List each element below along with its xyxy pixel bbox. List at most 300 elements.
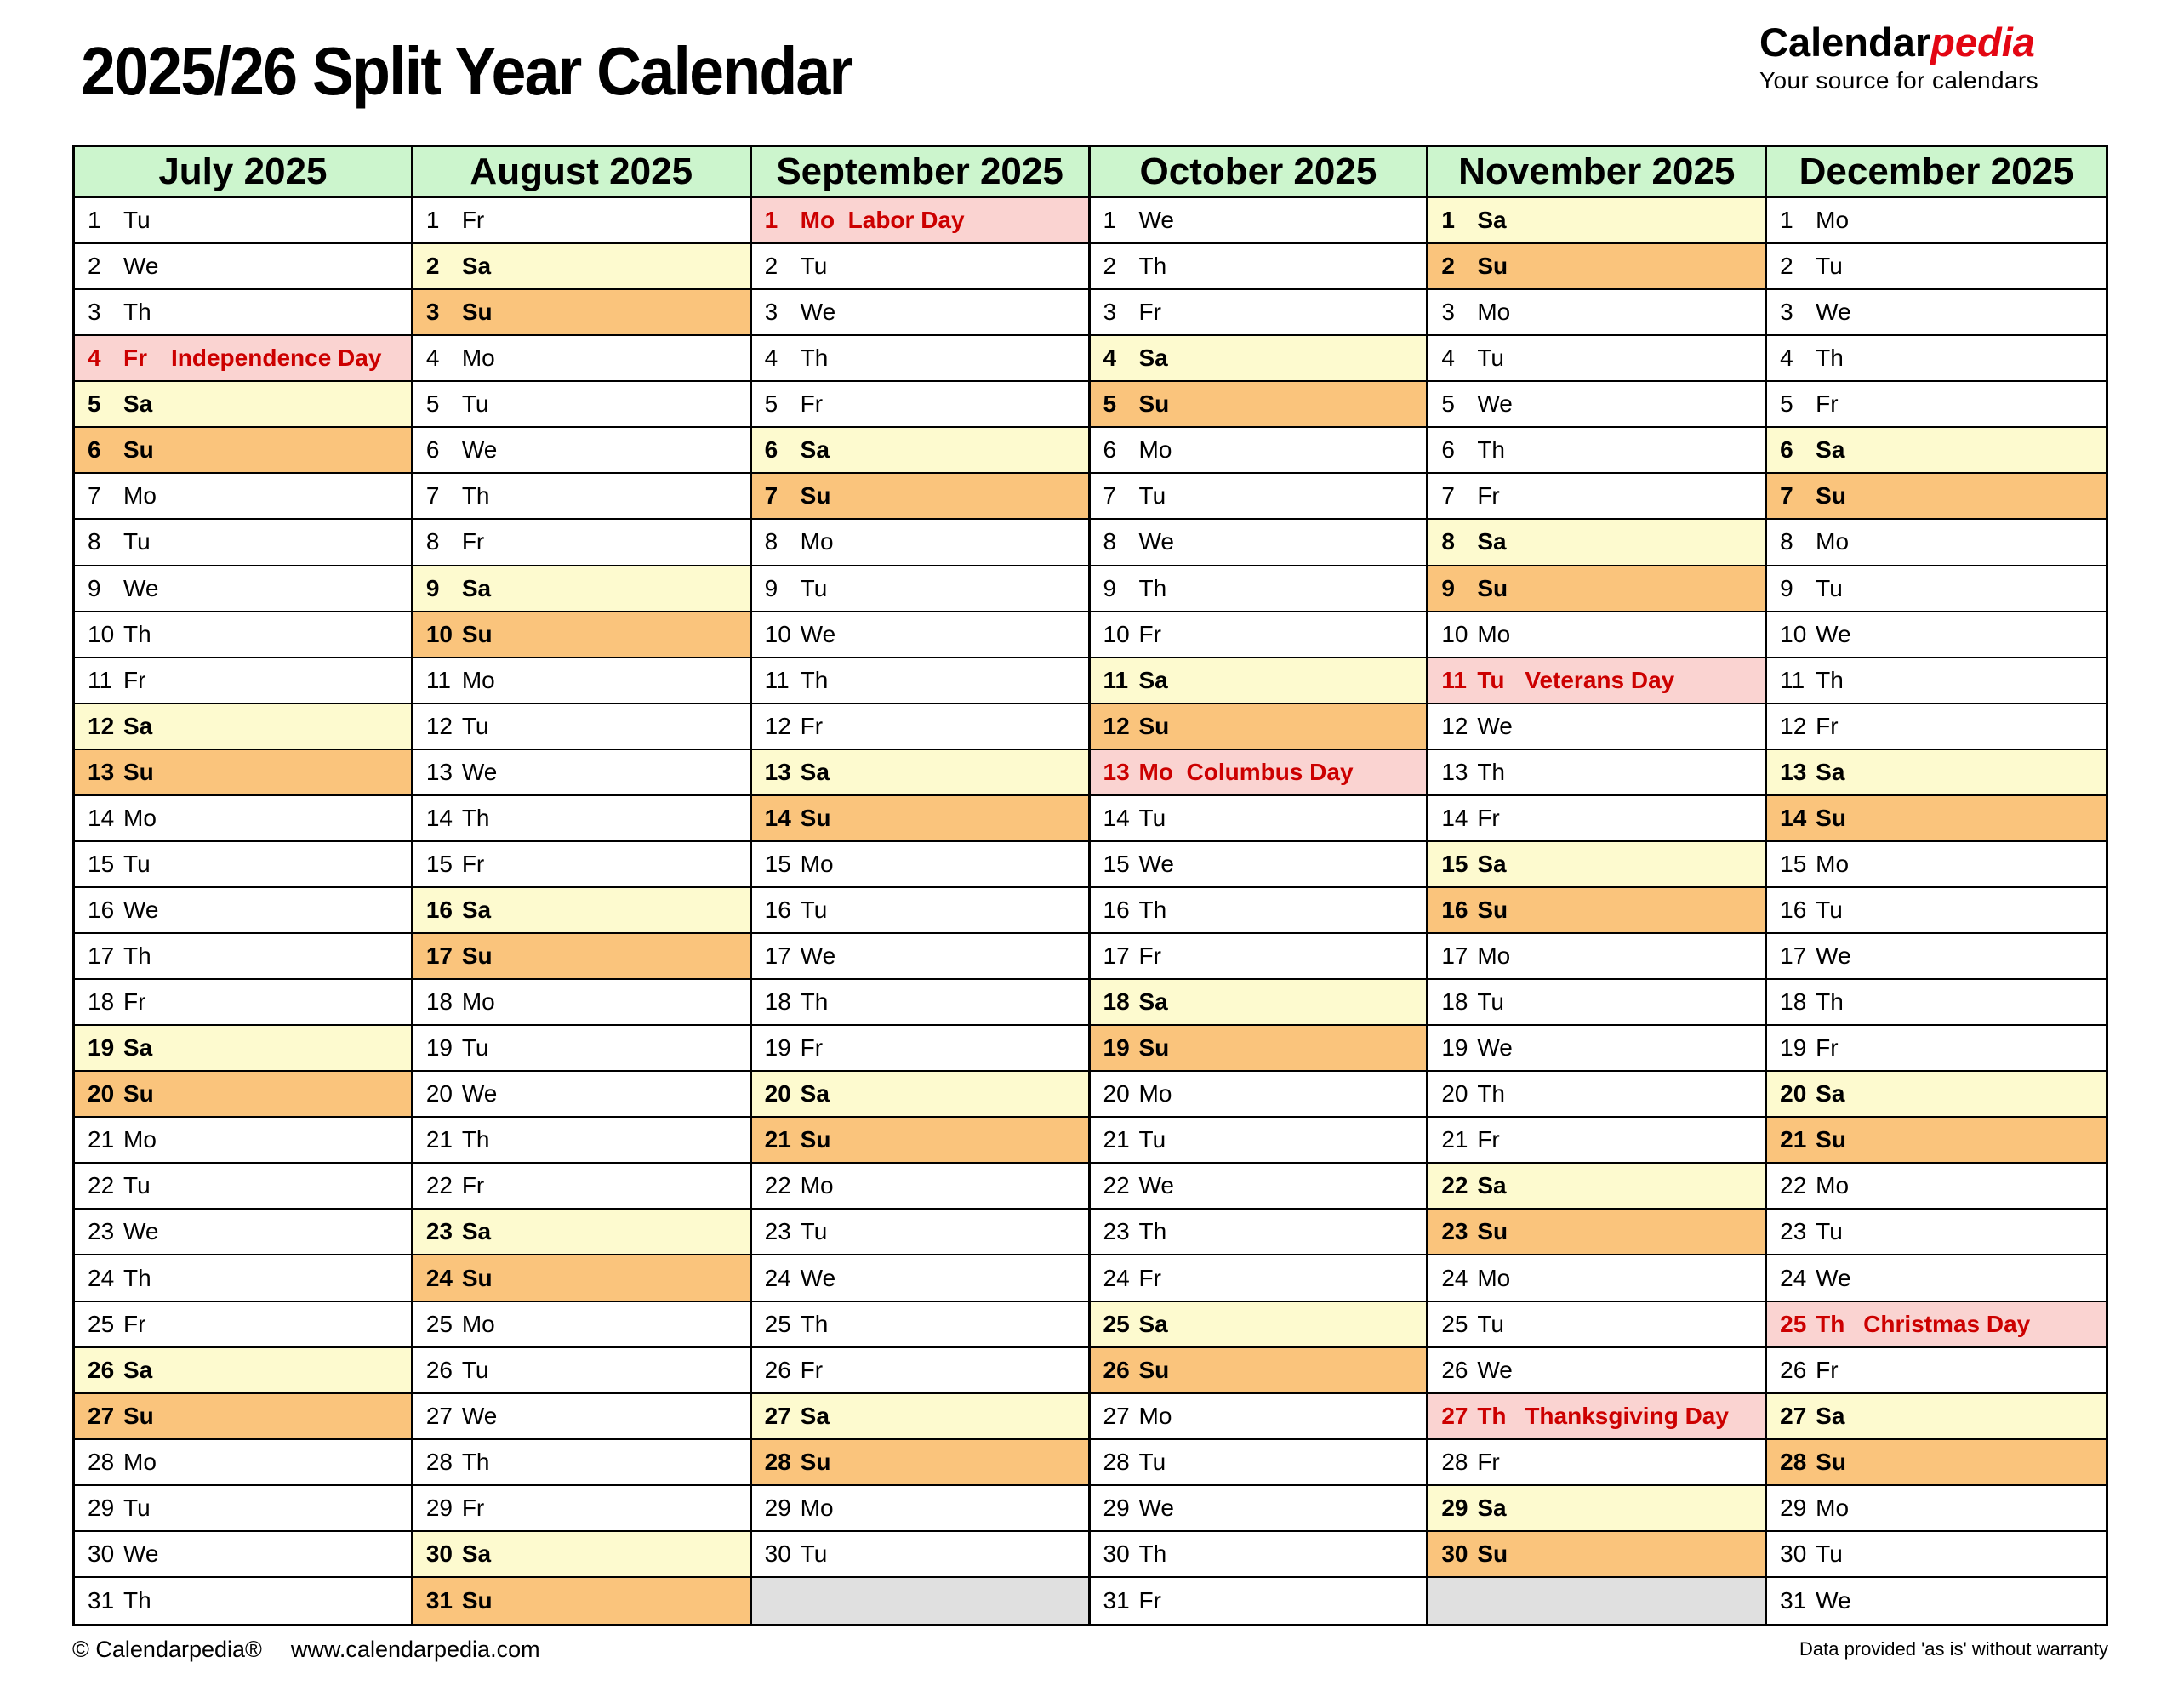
day-cell-november-2025-12 — [1428, 704, 1765, 750]
footer-copyright: © Calendarpedia® — [72, 1637, 262, 1662]
day-weekday: We — [1477, 390, 1513, 418]
day-cell-october-2025-20 — [1091, 1072, 1427, 1118]
month-header-october-2025: October 2025 — [1091, 147, 1427, 198]
day-weekday: Th — [800, 344, 829, 372]
day-number: 7 — [764, 482, 778, 510]
day-weekday: We — [1477, 1356, 1513, 1383]
day-number: 12 — [1780, 712, 1807, 739]
day-cell-december-2025-12 — [1767, 704, 2106, 750]
day-weekday: Su — [800, 804, 831, 831]
month-header-november-2025: November 2025 — [1428, 147, 1765, 198]
day-weekday: Sa — [123, 1356, 153, 1383]
day-number: 31 — [88, 1586, 115, 1614]
day-weekday: Tu — [1477, 344, 1504, 372]
day-cell-september-2025-4 — [752, 336, 1088, 382]
day-cell-july-2025-9 — [75, 566, 411, 612]
day-number: 19 — [1780, 1034, 1807, 1062]
day-cell-december-2025-1 — [1767, 198, 2106, 244]
day-weekday: Fr — [800, 1034, 824, 1062]
day-cell-november-2025-24 — [1428, 1255, 1765, 1301]
day-cell-december-2025-20 — [1767, 1072, 2106, 1118]
day-weekday: Sa — [1477, 1172, 1507, 1199]
day-weekday: Mo — [800, 850, 834, 877]
day-cell-august-2025-26 — [413, 1348, 750, 1394]
day-number: 13 — [1441, 758, 1468, 785]
day-number: 6 — [1780, 436, 1793, 464]
day-cell-december-2025-17 — [1767, 934, 2106, 980]
day-cell-september-2025-22 — [752, 1164, 1088, 1210]
day-number: 23 — [1780, 1218, 1807, 1245]
day-number: 16 — [764, 896, 791, 923]
day-cell-november-2025-7 — [1428, 474, 1765, 520]
day-weekday: Th — [123, 1264, 151, 1291]
day-number: 15 — [764, 850, 791, 877]
day-number: 7 — [425, 482, 440, 510]
day-weekday: Th — [1816, 1310, 1845, 1337]
day-weekday: Th — [1138, 253, 1167, 280]
day-cell-september-2025-10 — [752, 612, 1088, 658]
day-cell-august-2025-7 — [413, 474, 750, 520]
day-cell-september-2025-21 — [752, 1118, 1088, 1164]
day-cell-november-2025-30 — [1428, 1532, 1765, 1578]
day-cell-november-2025-20 — [1428, 1072, 1765, 1118]
day-number: 3 — [88, 299, 101, 326]
day-cell-december-2025-16 — [1767, 888, 2106, 934]
day-number: 21 — [425, 1126, 453, 1153]
day-cell-november-2025-9 — [1428, 566, 1765, 612]
day-cell-november-2025-28 — [1428, 1440, 1765, 1486]
day-cell-august-2025-11 — [413, 658, 750, 704]
day-weekday: Fr — [1138, 942, 1161, 970]
day-number: 3 — [1441, 299, 1455, 326]
day-weekday: Mo — [461, 988, 495, 1016]
day-cell-august-2025-24 — [413, 1255, 750, 1301]
day-cell-september-2025-27 — [752, 1394, 1088, 1440]
day-number: 9 — [764, 574, 778, 601]
day-number: 30 — [425, 1540, 453, 1567]
day-weekday: Fr — [123, 344, 147, 372]
day-weekday: Mo — [800, 1494, 834, 1521]
day-number: 17 — [1441, 942, 1468, 970]
day-cell-december-2025-19 — [1767, 1026, 2106, 1072]
day-number: 8 — [1441, 528, 1455, 555]
day-number: 3 — [1780, 299, 1793, 326]
day-weekday: Su — [461, 942, 493, 970]
day-weekday: Tu — [123, 207, 151, 234]
day-number: 7 — [1780, 482, 1793, 510]
day-weekday: Th — [123, 1586, 151, 1614]
day-number: 13 — [1103, 758, 1130, 785]
day-cell-september-2025-17 — [752, 934, 1088, 980]
day-number: 6 — [1103, 436, 1117, 464]
day-number: 21 — [764, 1126, 791, 1153]
day-weekday: Mo — [123, 1448, 157, 1475]
day-cell-august-2025-22 — [413, 1164, 750, 1210]
day-number: 26 — [88, 1356, 115, 1383]
day-weekday: Su — [1477, 1218, 1508, 1245]
day-weekday: Fr — [1477, 1448, 1500, 1475]
day-number: 14 — [425, 804, 453, 831]
day-number: 11 — [764, 666, 790, 693]
day-cell-july-2025-13 — [75, 750, 411, 796]
day-number: 29 — [425, 1494, 453, 1521]
day-weekday: Sa — [1138, 344, 1168, 372]
day-cell-september-2025-29 — [752, 1486, 1088, 1532]
day-number: 19 — [88, 1034, 115, 1062]
day-weekday: Th — [1138, 574, 1167, 601]
day-cell-october-2025-23 — [1091, 1210, 1427, 1255]
day-weekday: Su — [461, 620, 493, 647]
day-cell-october-2025-29 — [1091, 1486, 1427, 1532]
holiday-label: Thanksgiving Day — [1525, 1402, 1729, 1429]
day-weekday: Su — [1477, 1540, 1508, 1567]
day-weekday: We — [123, 896, 159, 923]
day-weekday: Mo — [800, 207, 835, 234]
day-weekday: We — [800, 942, 836, 970]
day-weekday: Tu — [1816, 253, 1843, 280]
day-number: 19 — [1103, 1034, 1130, 1062]
day-cell-august-2025-4 — [413, 336, 750, 382]
day-cell-july-2025-29 — [75, 1486, 411, 1532]
day-weekday: Su — [123, 758, 154, 785]
day-number: 4 — [1441, 344, 1455, 372]
day-cell-august-2025-29 — [413, 1486, 750, 1532]
day-cell-july-2025-18 — [75, 980, 411, 1026]
day-weekday: Mo — [1477, 620, 1511, 647]
day-weekday: Sa — [1477, 850, 1507, 877]
day-weekday: Fr — [800, 712, 824, 739]
day-cell-november-2025-5 — [1428, 382, 1765, 428]
day-cell-november-2025-22 — [1428, 1164, 1765, 1210]
day-weekday: We — [461, 758, 498, 785]
day-weekday: Su — [800, 482, 831, 510]
day-weekday: Su — [1816, 1126, 1846, 1153]
day-number: 26 — [425, 1356, 453, 1383]
day-cell-december-2025-25 — [1767, 1302, 2106, 1348]
day-number: 30 — [88, 1540, 115, 1567]
day-cell-july-2025-30 — [75, 1532, 411, 1578]
day-weekday: Th — [1477, 1402, 1507, 1429]
day-cell-august-2025-16 — [413, 888, 750, 934]
day-number: 8 — [425, 528, 440, 555]
day-weekday: Su — [1138, 712, 1170, 739]
day-number: 5 — [88, 390, 101, 418]
day-cell-september-2025-28 — [752, 1440, 1088, 1486]
day-weekday: Mo — [800, 528, 834, 555]
day-number: 6 — [1441, 436, 1455, 464]
day-number: 30 — [1103, 1540, 1130, 1567]
day-cell-december-2025-21 — [1767, 1118, 2106, 1164]
day-weekday: Mo — [1477, 1264, 1511, 1291]
day-number: 24 — [1441, 1264, 1468, 1291]
day-weekday: We — [1816, 1264, 1851, 1291]
day-number: 15 — [1441, 850, 1468, 877]
day-cell-november-2025-25 — [1428, 1302, 1765, 1348]
day-weekday: Mo — [123, 1126, 157, 1153]
day-number: 4 — [764, 344, 778, 372]
day-number: 18 — [764, 988, 791, 1016]
day-weekday: Su — [123, 436, 154, 464]
holiday-label: Labor Day — [847, 207, 965, 234]
day-weekday: Sa — [461, 574, 492, 601]
day-number: 10 — [1103, 620, 1130, 647]
day-number: 28 — [88, 1448, 115, 1475]
day-number: 24 — [88, 1264, 115, 1291]
day-cell-december-2025-6 — [1767, 428, 2106, 474]
day-number: 17 — [1103, 942, 1130, 970]
day-number: 15 — [88, 850, 115, 877]
day-number: 12 — [425, 712, 453, 739]
day-weekday: Mo — [1816, 1494, 1850, 1521]
day-number: 20 — [1103, 1080, 1130, 1107]
day-cell-november-2025-26 — [1428, 1348, 1765, 1394]
day-number: 2 — [1780, 253, 1793, 280]
day-cell-august-2025-1 — [413, 198, 750, 244]
day-number: 10 — [425, 620, 453, 647]
holiday-label: Christmas Day — [1863, 1310, 2031, 1337]
day-cell-july-2025-12 — [75, 704, 411, 750]
day-cell-october-2025-19 — [1091, 1026, 1427, 1072]
day-weekday: Mo — [1477, 942, 1511, 970]
day-weekday: Sa — [461, 1540, 492, 1567]
day-cell-september-2025-16 — [752, 888, 1088, 934]
day-cell-august-2025-10 — [413, 612, 750, 658]
day-number: 9 — [88, 574, 101, 601]
day-cell-december-2025-11 — [1767, 658, 2106, 704]
month-column-november-2025 — [1428, 147, 1767, 1624]
day-cell-september-2025-2 — [752, 244, 1088, 290]
day-number: 26 — [1441, 1356, 1468, 1383]
day-weekday: Tu — [1816, 1218, 1843, 1245]
month-column-september-2025 — [752, 147, 1091, 1624]
day-cell-october-2025-21 — [1091, 1118, 1427, 1164]
day-weekday: Sa — [1816, 758, 1845, 785]
day-number: 20 — [88, 1080, 115, 1107]
day-cell-december-2025-5 — [1767, 382, 2106, 428]
day-cell-august-2025-20 — [413, 1072, 750, 1118]
day-number: 2 — [1103, 253, 1117, 280]
day-cell-september-2025-23 — [752, 1210, 1088, 1255]
day-number: 8 — [764, 528, 778, 555]
logo-wordmark — [1759, 19, 2108, 65]
day-number: 13 — [764, 758, 791, 785]
day-cell-december-2025-2 — [1767, 244, 2106, 290]
day-number: 20 — [1441, 1080, 1468, 1107]
day-weekday: Su — [1477, 896, 1508, 923]
day-number: 6 — [425, 436, 440, 464]
day-number: 9 — [1103, 574, 1117, 601]
day-number: 11 — [88, 666, 113, 693]
day-weekday: Mo — [1816, 850, 1850, 877]
day-number: 9 — [1441, 574, 1455, 601]
day-weekday: Mo — [1816, 207, 1850, 234]
day-number: 6 — [88, 436, 101, 464]
day-weekday: Fr — [1477, 482, 1500, 510]
day-weekday: Th — [800, 1310, 829, 1337]
month-column-october-2025 — [1091, 147, 1429, 1624]
day-cell-july-2025-1 — [75, 198, 411, 244]
day-number: 20 — [1780, 1080, 1807, 1107]
day-cell-september-2025-6 — [752, 428, 1088, 474]
day-number: 8 — [1780, 528, 1793, 555]
day-number: 25 — [425, 1310, 453, 1337]
day-number: 28 — [425, 1448, 453, 1475]
day-weekday: Th — [1477, 436, 1506, 464]
day-weekday: Th — [1138, 896, 1167, 923]
day-cell-july-2025-20 — [75, 1072, 411, 1118]
day-weekday: Th — [461, 1126, 490, 1153]
day-number: 18 — [88, 988, 115, 1016]
day-cell-october-2025-18 — [1091, 980, 1427, 1026]
day-number: 13 — [88, 758, 115, 785]
day-weekday: Fr — [1138, 1264, 1161, 1291]
day-cell-august-2025-2 — [413, 244, 750, 290]
day-cell-september-2025-18 — [752, 980, 1088, 1026]
day-weekday: Tu — [461, 390, 489, 418]
day-cell-october-2025-28 — [1091, 1440, 1427, 1486]
logo-text-black: Calendar — [1759, 20, 1931, 65]
month-header-september-2025: September 2025 — [752, 147, 1088, 198]
day-weekday: Tu — [1138, 482, 1166, 510]
day-weekday: Fr — [1816, 1034, 1839, 1062]
day-number: 25 — [764, 1310, 791, 1337]
day-number: 4 — [88, 344, 101, 372]
day-weekday: Th — [1477, 758, 1506, 785]
day-weekday: We — [461, 1402, 498, 1429]
day-cell-august-2025-17 — [413, 934, 750, 980]
day-cell-october-2025-22 — [1091, 1164, 1427, 1210]
day-number: 10 — [1441, 620, 1468, 647]
day-weekday: Th — [461, 804, 490, 831]
day-cell-december-2025-13 — [1767, 750, 2106, 796]
day-cell-december-2025-18 — [1767, 980, 2106, 1026]
day-number: 26 — [764, 1356, 791, 1383]
day-cell-august-2025-6 — [413, 428, 750, 474]
day-cell-july-2025-10 — [75, 612, 411, 658]
day-weekday: Tu — [123, 1172, 151, 1199]
day-weekday: Sa — [461, 896, 492, 923]
day-cell-september-2025-25 — [752, 1302, 1088, 1348]
day-weekday: Su — [800, 1448, 831, 1475]
day-number: 18 — [1441, 988, 1468, 1016]
day-weekday: Tu — [461, 712, 489, 739]
day-cell-july-2025-25 — [75, 1302, 411, 1348]
day-cell-september-2025-1 — [752, 198, 1088, 244]
day-weekday: Su — [1138, 390, 1170, 418]
day-weekday: Su — [1477, 574, 1508, 601]
day-weekday: Su — [800, 1126, 831, 1153]
day-weekday: Tu — [1477, 1310, 1504, 1337]
day-weekday: Tu — [123, 528, 151, 555]
day-cell-december-2025-26 — [1767, 1348, 2106, 1394]
day-number: 2 — [88, 253, 101, 280]
day-weekday: We — [123, 1218, 159, 1245]
day-number: 7 — [1441, 482, 1455, 510]
day-cell-july-2025-28 — [75, 1440, 411, 1486]
day-number: 18 — [1103, 988, 1130, 1016]
day-cell-september-2025-13 — [752, 750, 1088, 796]
day-cell-august-2025-8 — [413, 520, 750, 566]
day-number: 19 — [764, 1034, 791, 1062]
day-weekday: Mo — [1816, 1172, 1850, 1199]
month-header-december-2025: December 2025 — [1767, 147, 2106, 198]
day-cell-october-2025-16 — [1091, 888, 1427, 934]
day-number: 29 — [88, 1494, 115, 1521]
day-cell-november-2025-8 — [1428, 520, 1765, 566]
day-number: 12 — [764, 712, 791, 739]
day-cell-october-2025-12 — [1091, 704, 1427, 750]
footer-left — [72, 1637, 540, 1663]
day-number: 14 — [88, 804, 115, 831]
day-number: 30 — [764, 1540, 791, 1567]
day-cell-august-2025-19 — [413, 1026, 750, 1072]
day-weekday: Fr — [800, 1356, 824, 1383]
day-cell-august-2025-9 — [413, 566, 750, 612]
day-number: 17 — [88, 942, 115, 970]
empty-cell-september-2025 — [752, 1578, 1088, 1624]
day-number: 14 — [1441, 804, 1468, 831]
day-cell-august-2025-23 — [413, 1210, 750, 1255]
day-number: 21 — [1103, 1126, 1130, 1153]
day-number: 21 — [1780, 1126, 1807, 1153]
day-number: 14 — [764, 804, 791, 831]
day-weekday: Fr — [461, 1172, 485, 1199]
day-weekday: Fr — [1816, 390, 1839, 418]
day-cell-september-2025-3 — [752, 290, 1088, 336]
day-weekday: Th — [1816, 344, 1844, 372]
day-cell-october-2025-6 — [1091, 428, 1427, 474]
day-weekday: Mo — [123, 804, 157, 831]
day-cell-september-2025-15 — [752, 842, 1088, 888]
day-cell-july-2025-26 — [75, 1348, 411, 1394]
day-weekday: Fr — [461, 207, 485, 234]
day-number: 5 — [764, 390, 778, 418]
month-header-august-2025: August 2025 — [413, 147, 750, 198]
day-cell-december-2025-31 — [1767, 1578, 2106, 1624]
day-weekday: Fr — [461, 850, 485, 877]
day-number: 23 — [1441, 1218, 1468, 1245]
day-weekday: Sa — [1477, 1494, 1507, 1521]
day-number: 21 — [88, 1126, 115, 1153]
day-weekday: Th — [1816, 666, 1844, 693]
day-cell-september-2025-7 — [752, 474, 1088, 520]
day-cell-november-2025-10 — [1428, 612, 1765, 658]
day-weekday: We — [1816, 1586, 1851, 1614]
day-weekday: Sa — [1816, 1402, 1845, 1429]
day-weekday: Tu — [1816, 1540, 1843, 1567]
day-weekday: Fr — [1138, 620, 1161, 647]
day-number: 25 — [1441, 1310, 1468, 1337]
day-weekday: Tu — [123, 850, 151, 877]
day-number: 22 — [764, 1172, 791, 1199]
day-weekday: Tu — [800, 574, 828, 601]
day-number: 1 — [1441, 207, 1455, 234]
day-cell-september-2025-12 — [752, 704, 1088, 750]
day-cell-december-2025-15 — [1767, 842, 2106, 888]
day-number: 22 — [88, 1172, 115, 1199]
day-weekday: Th — [461, 482, 490, 510]
day-number: 11 — [1103, 666, 1129, 693]
day-cell-october-2025-3 — [1091, 290, 1427, 336]
day-cell-october-2025-5 — [1091, 382, 1427, 428]
day-weekday: Fr — [1138, 1586, 1161, 1614]
day-cell-december-2025-3 — [1767, 290, 2106, 336]
day-cell-august-2025-31 — [413, 1578, 750, 1624]
day-number: 8 — [1103, 528, 1117, 555]
day-number: 22 — [1103, 1172, 1130, 1199]
day-number: 11 — [1780, 666, 1805, 693]
day-number: 16 — [88, 896, 115, 923]
